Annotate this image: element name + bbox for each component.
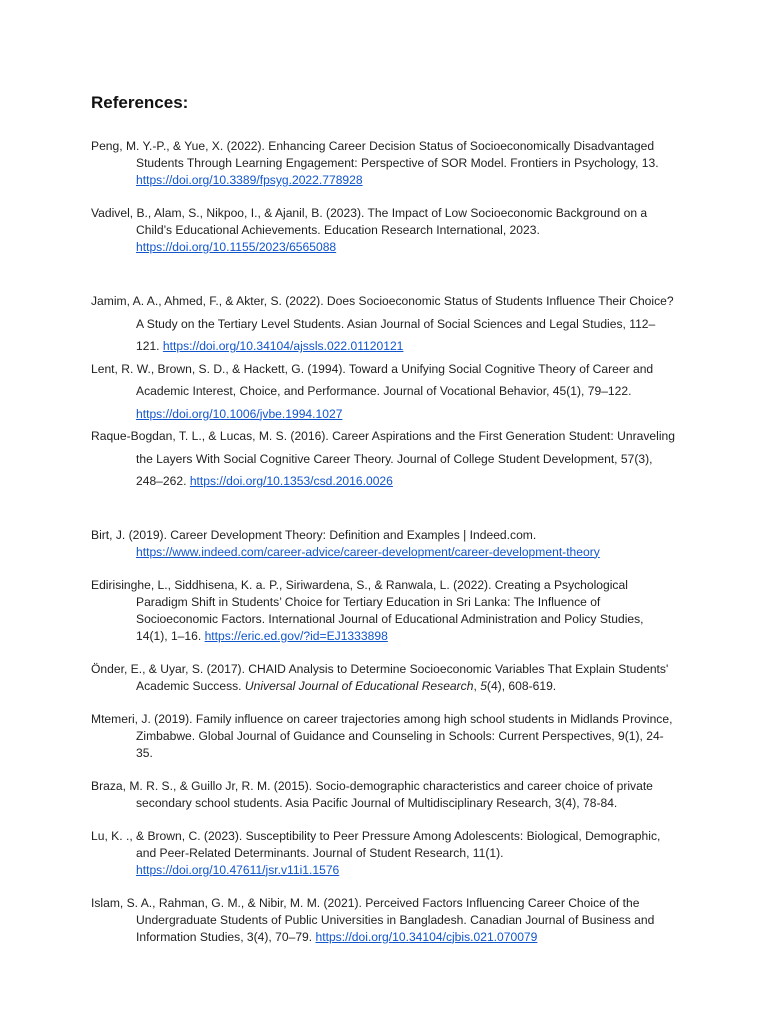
reference-text: Vadivel, B., Alam, S., Nikpoo, I., & Ajanil, B. (2023). The Impact of Low Socioeconomic Background on a Child’s Educational Achievements. Education Research International, 2023. — [91, 206, 648, 237]
reference-link[interactable]: https://doi.org/10.47611/jsr.v11i1.1576 — [136, 862, 340, 877]
reference-link[interactable]: https://doi.org/10.34104/cjbis.021.070079 — [315, 929, 538, 944]
reference-text: Jamim, A. A., Ahmed, F., & Akter, S. (2022). Does Socioeconomic Status of Students Influence Their Choice? A Study on the Tertiary Level Students. Asian Journal of Social Sciences and Legal Studies, 112–121. — [91, 294, 674, 353]
reference-entry — [91, 577, 676, 645]
reference-text: Lu, K. ., & Brown, C. (2023). Susceptibility to Peer Pressure Among Adolescents: Biological, Demographic, and Peer-Related Determinants. Journal of Student Research, 11(1). — [91, 828, 661, 860]
reference-entry — [91, 711, 676, 762]
reference-text: Edirisinghe, L., Siddhisena, K. a. P., Siriwardena, S., & Ranwala, L. (2022). Creating a Psychological Paradigm Shift in Students’ Choice for Tertiary Education in Sri Lanka: The Influence of Socioeconomic Factors. International Journal of Educational Administration and Policy Studies, 14(1), 1–16. — [91, 577, 644, 643]
reference-link[interactable]: https://doi.org/10.1353/csd.2016.0026 — [189, 474, 393, 488]
reference-entry — [91, 290, 676, 358]
reference-text: Islam, S. A., Rahman, G. M., & Nibir, M. M. (2021). Perceived Factors Influencing Career Choice of the Undergraduate Students of Public Universities in Bangladesh. Canadian Journal of Business and Information Studies, 3(4), 70–79. — [91, 895, 655, 944]
journal-volume: 5 — [480, 678, 487, 693]
reference-link[interactable]: https://doi.org/10.1006/jvbe.1994.1027 — [136, 406, 343, 421]
reference-text: (4), 608-619. — [486, 678, 557, 693]
reference-entry — [91, 778, 676, 812]
reference-text: Raque-Bogdan, T. L., & Lucas, M. S. (2016). Career Aspirations and the First Generation Student: Unraveling the Layers With Social Cognitive Career Theory. Journal of College Student Development, 57(3), 248–262. — [91, 429, 675, 488]
journal-title: Universal Journal of Educational Research — [244, 678, 474, 693]
reference-text: Lent, R. W., Brown, S. D., & Hackett, G. (1994). Toward a Unifying Social Cognitive Theory of Career and Academic Interest, Choice, and Performance. Journal of Vocational Behavior, 45(1), 79–122. — [91, 361, 654, 398]
reference-link[interactable]: https://doi.org/10.3389/fpsyg.2022.778928 — [136, 173, 363, 187]
reference-entry — [91, 895, 676, 946]
reference-text: Braza, M. R. S., & Guillo Jr, R. M. (2015). Socio-demographic characteristics and career choice of private secondary school students. Asia Pacific Journal of Multidisciplinary Research, 3(4), 78-84. — [91, 778, 653, 810]
reference-entry — [91, 425, 676, 493]
reference-link[interactable]: https://eric.ed.gov/?id=EJ1333898 — [204, 628, 388, 643]
reference-entry — [91, 205, 676, 256]
reference-entry — [91, 358, 676, 426]
reference-entry — [91, 828, 676, 879]
reference-text: Birt, J. (2019). Career Development Theory: Definition and Examples | Indeed.com. — [91, 527, 537, 542]
reference-list — [91, 138, 676, 946]
references-heading: References: — [91, 93, 189, 112]
reference-entry — [91, 138, 676, 189]
reference-entry — [91, 527, 676, 561]
reference-link[interactable]: https://doi.org/10.1155/2023/6565088 — [136, 240, 337, 254]
reference-text: Peng, M. Y.-P., & Yue, X. (2022). Enhancing Career Decision Status of Socioeconomically Disadvantaged Students Through Learning Engagement: Perspective of SOR Model. Frontiers in Psychology, 13. — [91, 139, 659, 170]
reference-text: Mtemeri, J. (2019). Family influence on career trajectories among high school students in Midlands Province, Zimbabwe. Global Journal of Guidance and Counseling in Schools: Current Perspectives, 9(1), 24-35. — [91, 711, 673, 760]
reference-entry — [91, 661, 676, 695]
reference-link[interactable]: https://www.indeed.com/career-advice/career-development/career-development-theory — [136, 544, 600, 559]
reference-link[interactable]: https://doi.org/10.34104/ajssls.022.01120121 — [162, 339, 404, 353]
reference-text: , — [473, 678, 481, 693]
reference-text: Önder, E., & Uyar, S. (2017). CHAID Analysis to Determine Socioeconomic Variables That Explain Students' Academic Success. — [91, 661, 669, 693]
